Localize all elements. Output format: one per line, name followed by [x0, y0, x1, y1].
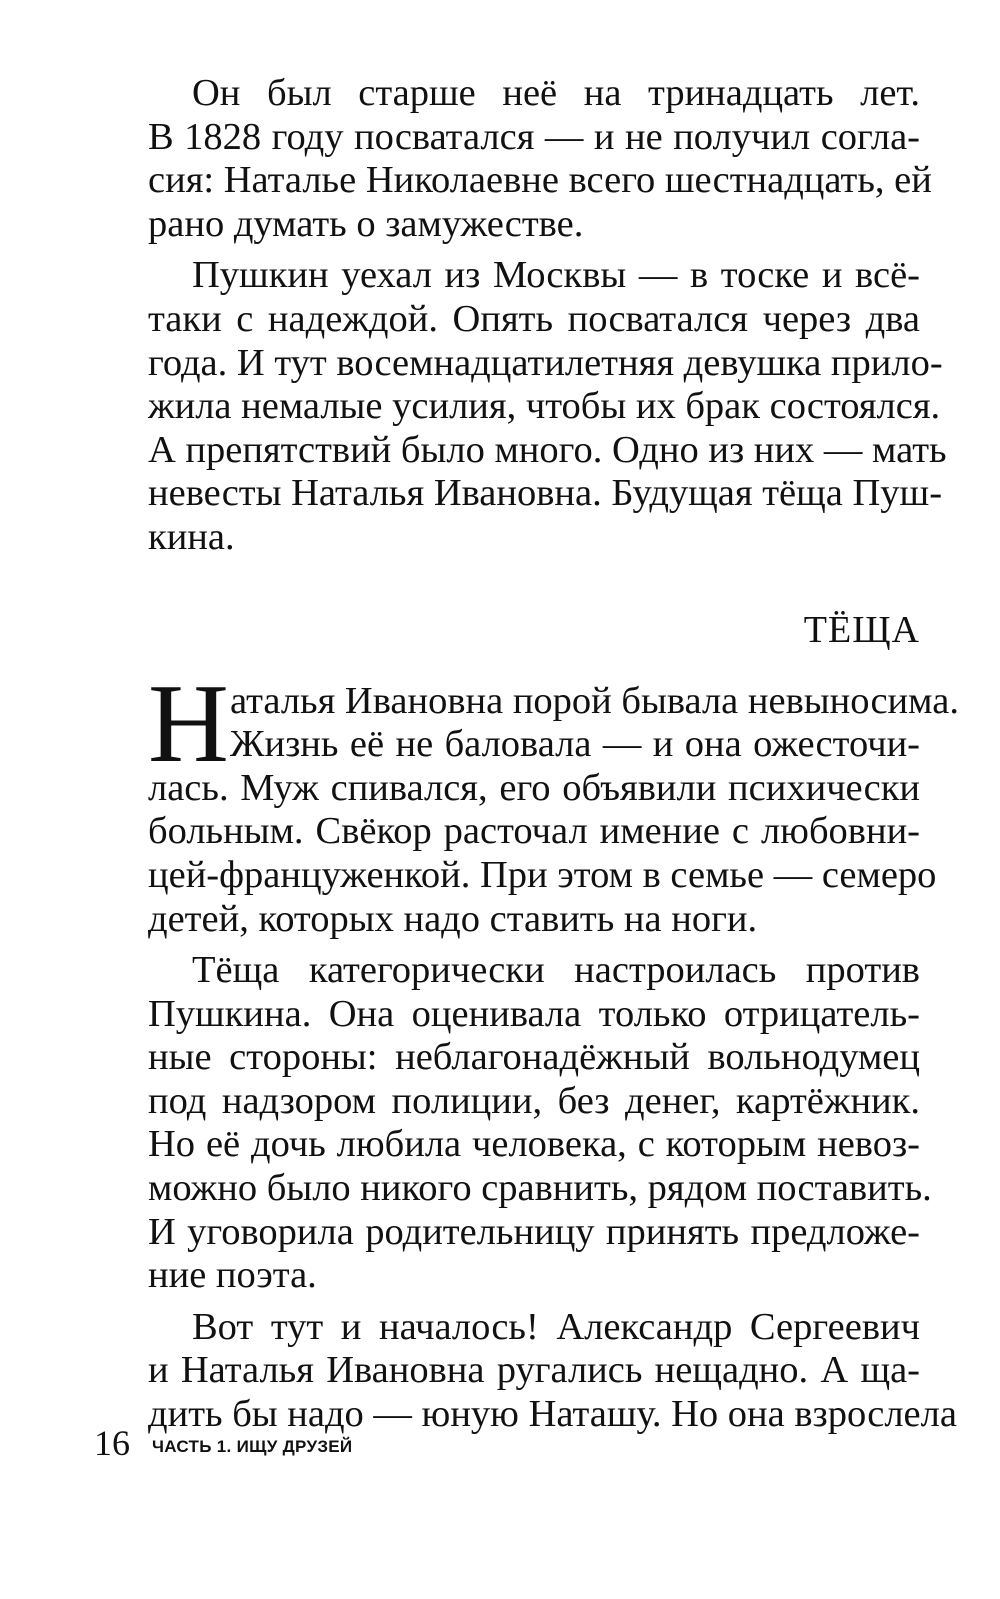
- text-line: сия: Наталье Николаевне всего шестнадцать, ей: [148, 159, 932, 202]
- paragraph-3: [148, 661, 959, 942]
- text-line: ние поэта.: [148, 1254, 317, 1297]
- drop-cap: Н: [148, 661, 229, 786]
- text-line: цей-француженкой. При этом в семье — семеро: [148, 853, 937, 896]
- text-line: Пушкина. Она оценивала только отрицатель-: [148, 992, 920, 1035]
- text-line: можно было никого сравнить, рядом поставить.: [148, 1167, 932, 1210]
- text-line: кина.: [148, 515, 235, 558]
- text-line: дить бы надо — юную Наташу. Но она взрослела: [148, 1393, 957, 1436]
- text-line: аталья Ивановна порой бывала невыносима.: [230, 679, 959, 722]
- paragraph-1: [148, 72, 932, 246]
- text-line: года. И тут восемнадцатилетняя девушка прило-: [148, 341, 943, 384]
- text-line: и Наталья Ивановна ругались нещадно. А ща-: [148, 1349, 920, 1392]
- paragraph-4: [148, 949, 932, 1298]
- text-line: ные стороны: неблагонадёжный вольнодумец: [148, 1036, 920, 1079]
- text-line: Вот тут и началось! Александр Сергеевич: [192, 1305, 920, 1348]
- text-line: Пушкин уехал из Москвы — в тоске и всё-: [192, 254, 920, 297]
- running-head: ЧАСТЬ 1. ИЩУ ДРУЗЕЙ: [152, 1437, 353, 1456]
- text-line: И уговорила родительницу принять предложе-: [148, 1210, 920, 1253]
- text-line: Он был старше неё на тринадцать лет.: [192, 72, 920, 114]
- text-line: жила немалые усилия, чтобы их брак состоялся.: [148, 385, 941, 428]
- text-line: лась. Муж спивался, его объявили психически: [148, 766, 920, 809]
- text-line: рано думать о замужестве.: [148, 202, 584, 245]
- text-line: Но её дочь любила человека, с которым невоз-: [148, 1123, 920, 1166]
- text-line: больным. Свёкор расточал имение с любовни-: [148, 810, 920, 853]
- text-line: В 1828 году посватался — и не получил согла-: [148, 115, 920, 158]
- text-line: Жизнь её не баловала — и она ожесточи-: [230, 723, 920, 766]
- section-body: [148, 661, 959, 1437]
- text-line: невесты Наталья Ивановна. Будущая тёща Пуш-: [148, 472, 943, 515]
- text-line: под надзором полиции, без денег, картёжник.: [148, 1079, 920, 1122]
- page-body: [148, 72, 959, 1437]
- page-footer: [94, 1422, 352, 1464]
- paragraph-2: [148, 254, 947, 559]
- text-line: детей, которых надо ставить на ноги.: [148, 897, 758, 940]
- text-line: таки с надеждой. Опять посватался через два: [148, 297, 920, 340]
- section-heading: ТЁЩА: [803, 608, 920, 651]
- text-line: Тёща категорически настроилась против: [192, 949, 920, 992]
- text-line: А препятствий было много. Одно из них — мать: [148, 428, 947, 471]
- page-number: 16: [94, 1423, 130, 1463]
- paragraph-5: [148, 1305, 957, 1437]
